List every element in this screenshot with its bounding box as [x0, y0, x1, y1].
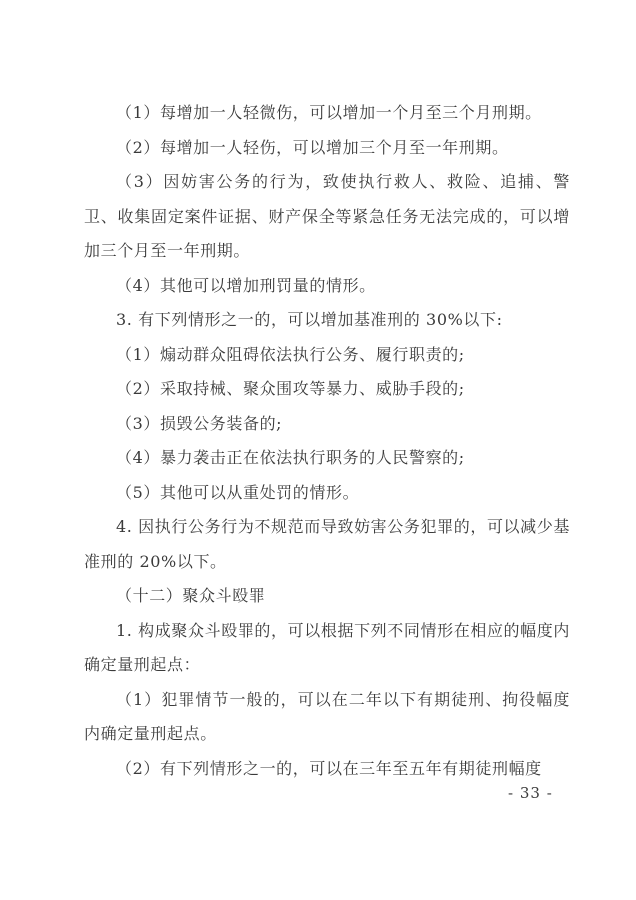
paragraph-8: （3）损毁公务装备的;	[116, 413, 283, 433]
paragraph-6: （1）煽动群众阻碍依法执行公务、履行职责的;	[116, 344, 465, 364]
document-body	[84, 96, 570, 786]
paragraph-1: （1）每增加一人轻微伤，可以增加一个月至三个月刑期。	[116, 103, 542, 122]
paragraph-11: 4. 因执行公务行为不规范而导致妨害公务犯罪的，可以减少基准刑的 20%以下。	[84, 517, 570, 571]
paragraph-3: （3）因妨害公务的行为，致使执行救人、救险、追捕、警卫、收集固定案件证据、财产保全等紧急任务无法完成的，可以增加三个月至一年刑期。	[84, 172, 570, 260]
paragraph-2: （2）每增加一人轻伤，可以增加三个月至一年刑期。	[116, 137, 509, 157]
paragraph-14: （1）犯罪情节一般的，可以在二年以下有期徒刑、拘役幅度内确定量刑起点。	[84, 689, 570, 743]
paragraph-9: （4）暴力袭击正在依法执行职务的人民警察的;	[116, 448, 465, 467]
paragraph-15: （2）有下列情形之一的，可以在三年至五年有期徒刑幅度	[116, 758, 542, 778]
paragraph-5: 3. 有下列情形之一的，可以增加基准刑的 30%以下:	[116, 310, 503, 329]
paragraph-13: 1. 构成聚众斗殴罪的，可以根据下列不同情形在相应的幅度内确定量刑起点：	[84, 620, 570, 674]
paragraph-7: （2）采取持械、聚众围攻等暴力、威胁手段的;	[116, 379, 465, 398]
paragraph-10: （5）其他可以从重处罚的情形。	[116, 482, 360, 502]
section-heading: （十二）聚众斗殴罪	[116, 586, 266, 605]
paragraph-4: （4）其他可以增加刑罚量的情形。	[116, 275, 376, 295]
page-number: - 33 -	[508, 784, 553, 802]
